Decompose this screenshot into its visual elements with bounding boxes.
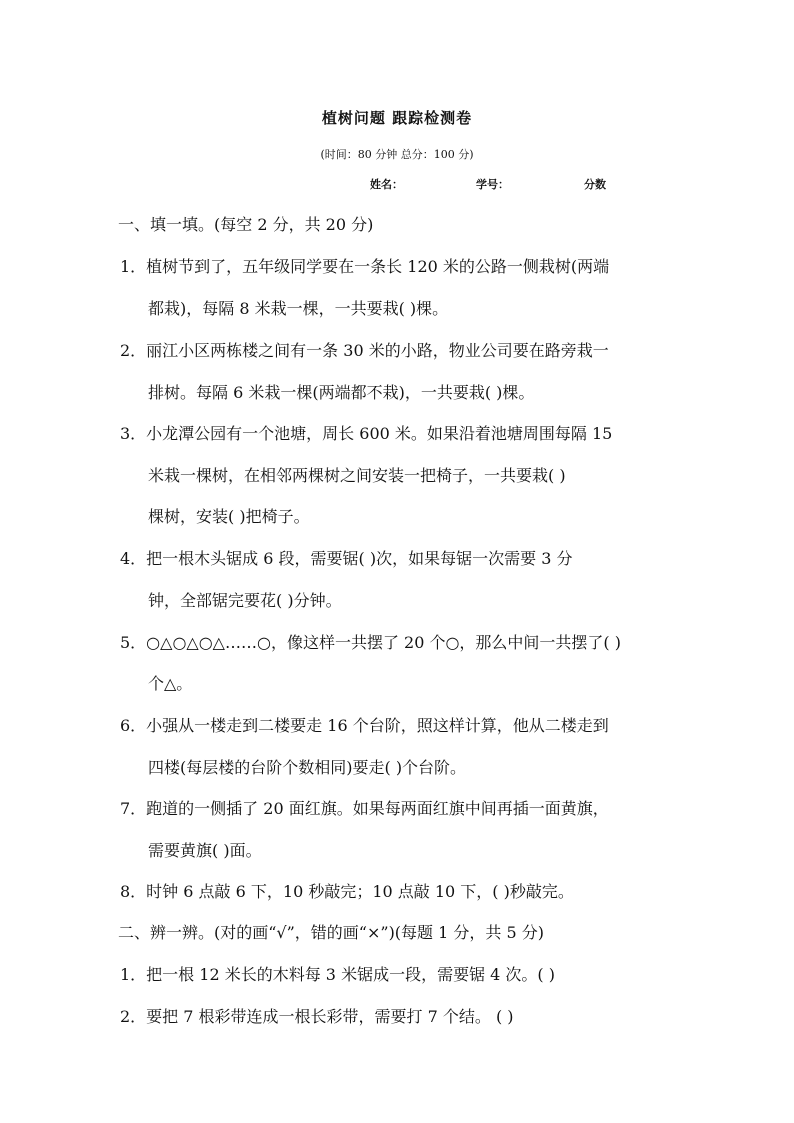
- section2-heading: 二、辨一辨。(对的画“√”，错的画“×”)(每题 1 分，共 5 分): [118, 923, 544, 942]
- page-title: 植树问题 跟踪检测卷: [321, 109, 473, 127]
- question-5-line-2: 个△。: [148, 674, 193, 693]
- exam-meta: (时间：80 分钟 总分：100 分): [320, 148, 474, 161]
- question-8-line-1: 8．时钟 6 点敲 6 下，10 秒敲完；10 点敲 10 下，( )秒敲完。: [120, 882, 574, 901]
- score-label: 分数: [584, 178, 606, 191]
- question-6-line-2: 四楼(每层楼的台阶个数相同)要走( )个台阶。: [148, 758, 467, 777]
- question-4-line-2: 钟，全部锯完要花( )分钟。: [148, 591, 342, 610]
- question-3-line-1: 3．小龙潭公园有一个池塘，周长 600 米。如果沿着池塘周围每隔 15: [120, 424, 613, 443]
- question-4-line-1: 4．把一根木头锯成 6 段，需要锯( )次，如果每锯一次需要 3 分: [120, 549, 573, 568]
- question-7-line-1: 7．跑道的一侧插了 20 面红旗。如果每两面红旗中间再插一面黄旗，: [120, 799, 609, 818]
- question-2-line-2: 排树。每隔 6 米栽一棵(两端都不栽)，一共要栽( )棵。: [148, 383, 535, 402]
- judge-question-2: 2．要把 7 根彩带连成一根长彩带，需要打 7 个结。 ( ): [120, 1007, 514, 1026]
- question-1-line-2: 都栽)，每隔 8 米栽一棵，一共要栽( )棵。: [148, 299, 449, 318]
- question-3-line-3: 棵树，安装( )把椅子。: [148, 507, 310, 526]
- question-1-line-1: 1．植树节到了，五年级同学要在一条长 120 米的公路一侧栽树(两端: [120, 257, 610, 276]
- student-id-label: 学号：: [476, 178, 509, 191]
- question-6-line-1: 6．小强从一楼走到二楼要走 16 个台阶，照这样计算，他从二楼走到: [120, 716, 609, 735]
- question-3-line-2: 米栽一棵树，在相邻两棵树之间安装一把椅子，一共要栽( ): [148, 466, 566, 485]
- judge-question-1: 1．把一根 12 米长的木料每 3 米锯成一段，需要锯 4 次。( ): [120, 965, 555, 984]
- name-label: 姓名：: [370, 178, 403, 191]
- question-5-line-1: 5．○△○△○△……○，像这样一共摆了 20 个○，那么中间一共摆了( ): [120, 633, 622, 652]
- question-7-line-2: 需要黄旗( )面。: [148, 841, 262, 860]
- section1-heading: 一、填一填。(每空 2 分，共 20 分): [118, 215, 374, 234]
- question-2-line-1: 2．丽江小区两栋楼之间有一条 30 米的小路，物业公司要在路旁栽一: [120, 341, 609, 360]
